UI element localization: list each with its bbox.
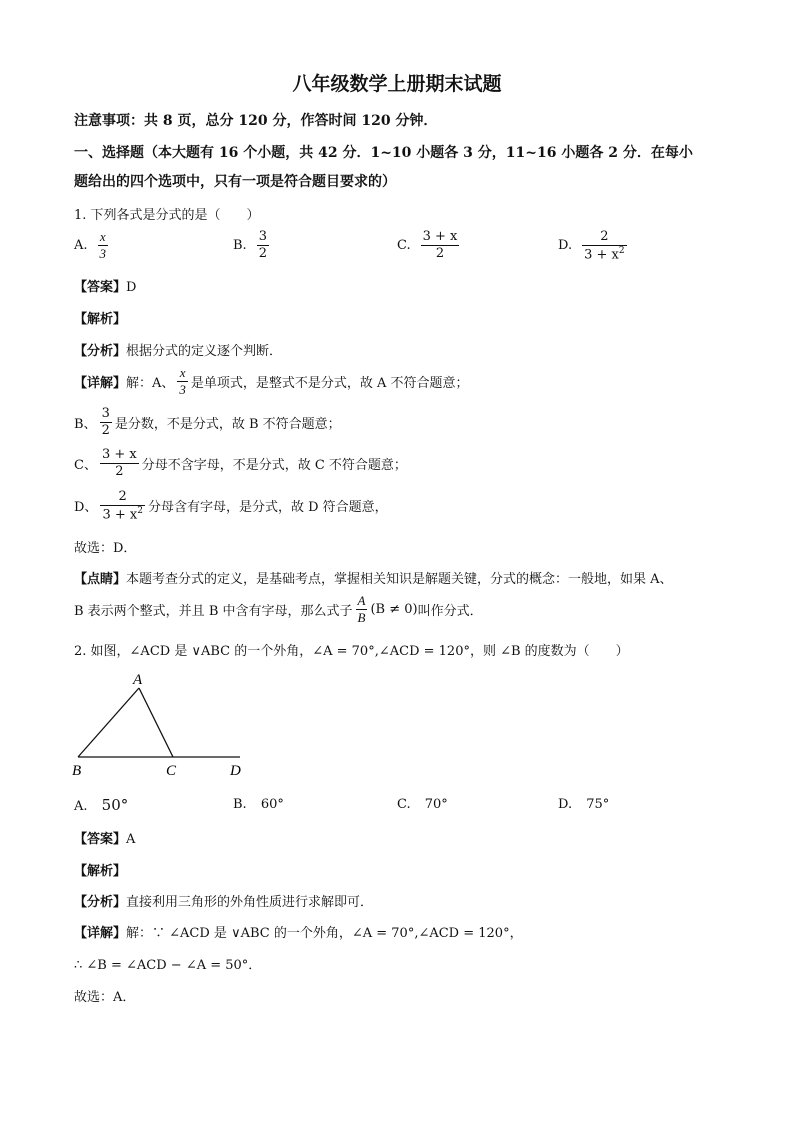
q1-dianjing-text-1: 本题考查分式的定义，是基础考点，掌握相关知识是解题关键，分式的概念：一般地，如果 A、 (126, 572, 673, 587)
q2-choose: 故选：A． (74, 990, 136, 1005)
section-heading-line-1: 一、选择题（本大题有 16 个小题，共 42 分．1~10 小题各 3 分，11~16 小题各 2 分．在每小 (74, 145, 693, 161)
q1-dianjing-line-2 (74, 594, 483, 624)
q1-choose: 故选：D． (74, 541, 137, 556)
q1-dianjing-condition: (B ≠ 0) (370, 601, 418, 617)
q1-detail-b-fraction (100, 407, 112, 437)
q2-vertex-b-label: B (72, 763, 82, 779)
q1-fenxi-tag: 【分析】 (74, 344, 127, 359)
q1-detail-b (74, 407, 341, 437)
q1-option-d-numerator: 2 (582, 230, 627, 246)
q1-detail-a-post: 是单项式，是整式不是分式，故 A 不符合题意； (190, 375, 469, 391)
q2-option-c-value: 70° (424, 797, 448, 812)
q1-stem: 1. 下列各式是分式的是（ ） (74, 208, 260, 223)
q2-answer-tag: 【答案】 (74, 832, 127, 847)
q1-dianjing-numerator: A (357, 593, 366, 608)
q2-triangle-figure (60, 666, 260, 781)
q2-option-a (74, 796, 128, 814)
q1-detail-c (74, 448, 407, 478)
q2-option-b-value: 60° (260, 797, 284, 812)
q1-dianjing-tag: 【点睛】 (74, 572, 127, 587)
q2-option-a-label: A. (74, 799, 88, 814)
q1-detail-c-post: 分母不含字母，不是分式，故 C 不符合题意； (141, 457, 407, 473)
q1-option-a-denominator: 3 (99, 245, 107, 261)
q2-option-a-value: 50° (101, 796, 129, 814)
q2-answer (74, 828, 135, 847)
q2-side-ac (139, 688, 173, 757)
q1-option-b (233, 230, 272, 260)
q1-option-a-label: A. (74, 237, 88, 253)
section-heading-line-2: 题给出的四个选项中，只有一项是符合题目要求的） (74, 174, 396, 190)
q2-option-c-label: C. (397, 797, 411, 812)
q2-detail-2: ∴ ∠B = ∠ACD − ∠A = 50°． (74, 958, 262, 973)
q1-option-d-denominator (582, 246, 627, 262)
q2-fenxi-text: 直接利用三角形的外角性质进行求解即可． (126, 895, 374, 910)
q1-detail-d-den-exponent: 2 (137, 505, 143, 516)
q1-option-c-denominator: 2 (435, 245, 445, 261)
q2-option-d-label: D. (558, 797, 573, 812)
q2-fenxi (74, 891, 373, 910)
q1-analysis-tag: 【解析】 (74, 312, 127, 327)
q1-dianjing-text-2b: 叫作分式． (417, 603, 483, 619)
q1-option-a-fraction (98, 230, 109, 260)
q1-option-d (558, 230, 630, 262)
q1-option-c-numerator: 3 + x (422, 229, 458, 244)
q1-detail-d (74, 490, 388, 522)
q1-option-d-fraction (582, 230, 627, 262)
q1-option-a (74, 230, 111, 260)
q2-stem: 2. 如图，∠ACD 是 ∨ABC 的一个外角，∠A = 70°,∠ACD = 120°，则 ∠B 的度数为（ ） (74, 644, 629, 659)
q1-dianjing-fraction (356, 594, 368, 624)
q2-detail-text-1: 解：∵ ∠ACD 是 ∨ABC 的一个外角，∠A = 70°,∠ACD = 120°， (126, 926, 523, 941)
q1-detail-c-pre: C、 (74, 457, 97, 473)
q1-option-b-fraction (257, 230, 269, 260)
q2-detail-1 (74, 922, 523, 941)
q1-detail-b-numerator: 3 (101, 406, 110, 421)
q1-detail-b-denominator: 2 (101, 422, 110, 438)
q1-detail-d-denominator (100, 506, 145, 522)
q2-analysis-tag: 【解析】 (74, 864, 127, 879)
q1-option-b-label: B. (233, 237, 247, 253)
q1-detail-a-denominator: 3 (179, 381, 186, 397)
q1-answer-tag: 【答案】 (74, 280, 127, 295)
q1-detail-a-pre: 解：A、 (126, 375, 175, 391)
q2-option-d-value: 75° (586, 797, 610, 812)
q2-point-d-label: D (230, 763, 241, 779)
q1-option-b-numerator: 3 (258, 229, 267, 244)
q1-detail-d-den-base: 3 + x (102, 506, 138, 522)
q1-detail-b-post: 是分数，不是分式，故 B 不符合题意； (114, 416, 341, 432)
q1-option-c-fraction (421, 230, 460, 260)
q1-detail-c-denominator: 2 (115, 463, 124, 479)
q1-detail-tag: 【详解】 (74, 375, 127, 391)
q2-fenxi-tag: 【分析】 (74, 895, 127, 910)
q1-option-b-denominator: 2 (258, 245, 267, 261)
q1-option-a-numerator: x (98, 230, 109, 246)
q1-detail-d-post: 分母含有字母，是分式，故 D 符合题意， (147, 500, 388, 516)
q1-detail-c-numerator: 3 + x (101, 447, 137, 462)
q1-detail-a-numerator: x (177, 366, 188, 382)
q2-vertex-c-label: C (166, 763, 177, 779)
q1-dianjing-denominator: B (357, 609, 366, 625)
q1-option-d-den-exponent: 2 (618, 245, 625, 256)
q2-option-b-label: B. (233, 797, 247, 812)
q1-option-d-label: D. (558, 238, 573, 254)
q1-fenxi-text: 根据分式的定义逐个判断． (126, 344, 283, 359)
q2-side-ab (78, 688, 139, 757)
q2-option-b (233, 797, 284, 812)
q1-option-c-label: C. (397, 237, 411, 253)
notice: 注意事项：共 8 页，总分 120 分，作答时间 120 分钟． (74, 113, 438, 129)
q1-detail-d-pre: D、 (74, 500, 98, 516)
q1-detail-d-fraction (100, 490, 145, 522)
q2-vertex-a-label: A (133, 672, 143, 688)
q2-option-c (397, 797, 448, 812)
q1-detail-c-fraction (100, 448, 139, 478)
q2-answer-value: A (126, 832, 136, 847)
q1-fenxi (74, 340, 282, 359)
q1-answer-value: D (126, 280, 137, 295)
q1-detail-d-numerator: 2 (100, 490, 145, 506)
q1-dianjing-line-1 (74, 568, 673, 587)
q1-dianjing-text-2a: B 表示两个整式，并且 B 中含有字母，那么式子 (74, 603, 353, 619)
q1-answer (74, 276, 136, 295)
q1-detail-a (74, 366, 469, 396)
q2-detail-tag: 【详解】 (74, 926, 127, 941)
q1-detail-a-fraction (177, 366, 188, 396)
page-title: 八年级数学上册期末试题 (292, 73, 502, 95)
q1-detail-b-pre: B、 (74, 416, 97, 432)
q1-option-d-den-base: 3 + x (584, 246, 619, 262)
q2-option-d (558, 797, 609, 812)
q1-option-c (397, 230, 462, 260)
